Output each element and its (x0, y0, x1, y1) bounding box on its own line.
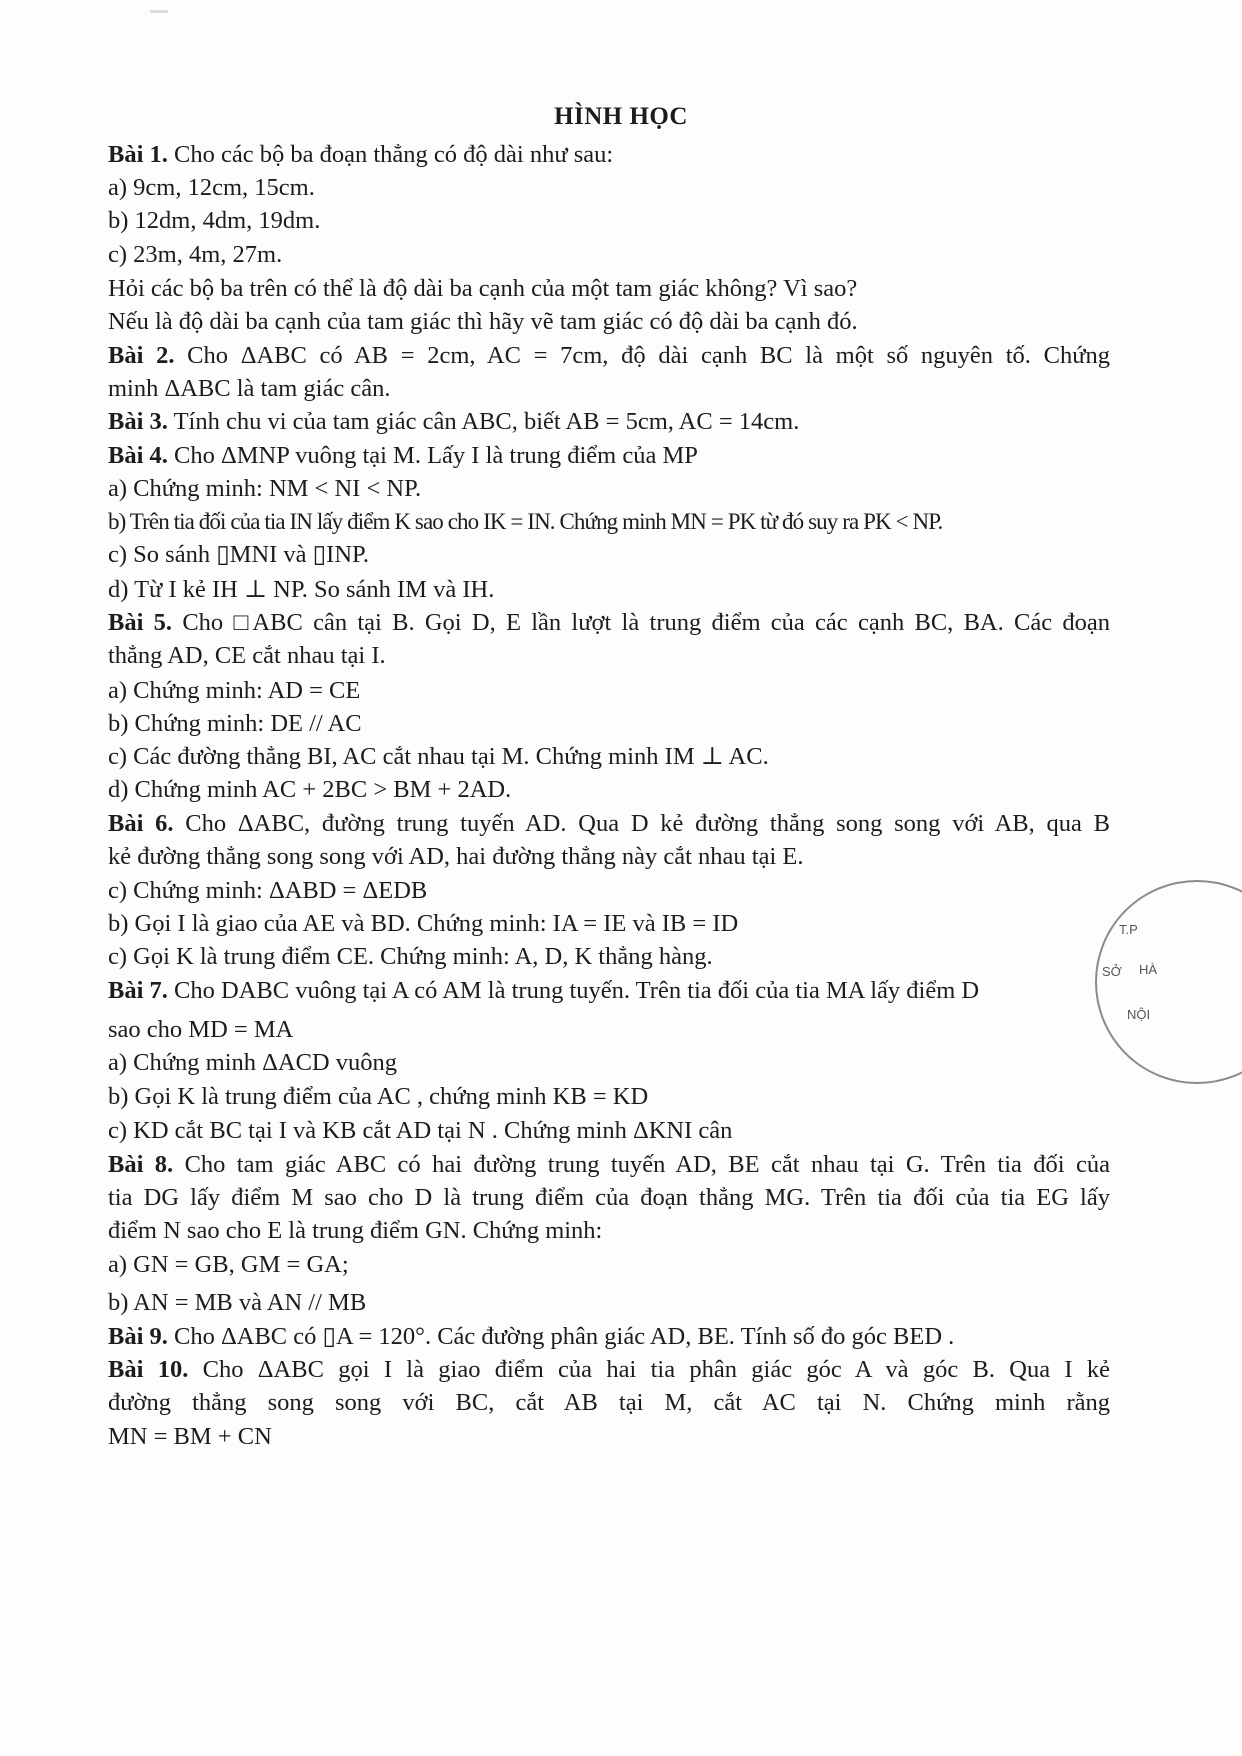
exercise-line (108, 1082, 648, 1112)
exercise-text: Cho ΔABC gọi I là giao điểm của hai tia phân giác góc A và góc B. Qua I kẻ (188, 1356, 1110, 1383)
exercise-number: Bài 7. (108, 977, 168, 1004)
exercise-line (108, 1048, 397, 1078)
exercise-line (108, 876, 427, 906)
exercise-heading-line (108, 608, 1110, 638)
stamp-text: NỘI (1127, 1007, 1151, 1022)
exercise-number: Bài 9. (108, 1323, 168, 1350)
exercise-number: Bài 3. (108, 408, 168, 435)
exercise-number: Bài 8. (108, 1151, 174, 1178)
exercise-line (108, 507, 942, 537)
exercise-number: Bài 5. (108, 609, 173, 636)
exercise-text: Cho tam giác ABC có hai đường trung tuyến AD, BE cắt nhau tại G. Trên tia đối của (173, 1151, 1110, 1178)
exercise-line (108, 374, 390, 404)
exercise-line (108, 1216, 602, 1246)
stamp-text: T.P (1119, 922, 1138, 937)
exercise-heading-line (108, 1322, 954, 1352)
exercise-line (108, 1250, 349, 1280)
exercise-text: Cho ΔABC có ▯A = 120°. Các đường phân giác AD, BE. Tính số đo góc BED . (167, 1323, 955, 1350)
exercise-text: thẳng AD, CE cắt nhau tại I. (108, 642, 386, 669)
exercise-number: Bài 4. (108, 442, 168, 469)
exercise-text: minh ΔABC là tam giác cân. (108, 375, 391, 402)
exercise-number: Bài 1. (108, 141, 168, 168)
exercise-line (108, 1388, 1110, 1418)
stamp-text: SỞ (1102, 964, 1122, 979)
exercise-text: d) Từ I kẻ IH ⊥ NP. So sánh IM và IH. (108, 576, 495, 603)
exercise-text: b) Gọi I là giao của AE và BD. Chứng minh: IA = IE và IB = ID (108, 910, 739, 937)
exercise-line (108, 676, 360, 706)
exercise-text: Cho ΔMNP vuông tại M. Lấy I là trung điểm của MP (167, 442, 698, 469)
exercise-text: Tính chu vi của tam giác cân ABC, biết AB = 5cm, AC = 14cm. (167, 408, 800, 435)
exercise-text: c) KD cắt BC tại I và KB cắt AD tại N . Chứng minh ΔKNI cân (108, 1117, 733, 1144)
exercise-text: b) Trên tia đối của tia IN lấy điểm K sao cho IK = IN. Chứng minh MN = PK từ đó suy ra PK < NP. (108, 509, 943, 534)
exercise-text: b) 12dm, 4dm, 19dm. (108, 207, 321, 234)
exercise-line (108, 641, 386, 671)
exercise-text: Nếu là độ dài ba cạnh của tam giác thì hãy vẽ tam giác có độ dài ba cạnh đó. (108, 308, 858, 335)
exercise-line (108, 474, 421, 504)
exercise-text: c) Chứng minh: ΔABD = ΔEDB (108, 877, 428, 904)
exercise-text: điểm N sao cho E là trung điểm GN. Chứng minh: (108, 1217, 603, 1244)
exercise-line (108, 173, 315, 203)
exercise-number: Bài 2. (108, 342, 175, 369)
exercise-heading-line (108, 341, 1110, 371)
exercise-line (108, 206, 320, 236)
exercise-text: Cho □ABC cân tại B. Gọi D, E lần lượt là trung điểm của các cạnh BC, BA. Các đoạn (172, 609, 1111, 636)
exercise-text: tia DG lấy điểm M sao cho D là trung điểm của đoạn thẳng MG. Trên tia đối của tia EG lấy (108, 1184, 1110, 1211)
exercise-line (108, 742, 769, 772)
exercise-heading-line (108, 809, 1110, 839)
exercise-text: c) 23m, 4m, 27m. (108, 241, 283, 268)
exercise-text: đường thẳng song song với BC, cắt AB tại M, cắt AC tại N. Chứng minh rằng (108, 1389, 1110, 1416)
exercise-text: Cho DABC vuông tại A có AM là trung tuyến. Trên tia đối của tia MA lấy điểm D (167, 977, 980, 1004)
scan-speck (150, 10, 168, 13)
exercise-text: c) So sánh ▯MNI và ▯INP. (108, 541, 370, 568)
exercise-line (108, 274, 857, 304)
exercise-heading-line (108, 1355, 1110, 1385)
exercise-text: d) Chứng minh AC + 2BC > BM + 2AD. (108, 776, 512, 803)
exercise-line (108, 1116, 732, 1146)
exercise-line (108, 842, 804, 872)
exercise-text: Hỏi các bộ ba trên có thể là độ dài ba cạnh của một tam giác không? Vì sao? (108, 275, 858, 302)
exercise-line (108, 307, 858, 337)
exercise-heading-line (108, 441, 698, 471)
page-title: HÌNH HỌC (554, 103, 688, 130)
exercise-text: b) Chứng minh: DE // AC (108, 710, 362, 737)
stamp-text: HÀ (1139, 962, 1158, 977)
exercise-text: kẻ đường thẳng song song với AD, hai đường thẳng này cắt nhau tại E. (108, 843, 804, 870)
exercise-line (108, 1288, 366, 1318)
exercise-text: sao cho MD = MA (108, 1016, 294, 1043)
exercise-line (108, 1422, 272, 1452)
exercise-line (108, 540, 369, 570)
exercise-line (108, 909, 738, 939)
exercise-text: a) Chứng minh: NM < NI < NP. (108, 475, 422, 502)
exercise-text: b) Gọi K là trung điểm của AC , chứng minh KB = KD (108, 1083, 649, 1110)
exercise-line (108, 575, 494, 605)
exercise-line (108, 1015, 293, 1045)
exercise-line (108, 942, 713, 972)
exercise-text: b) AN = MB và AN // MB (108, 1289, 367, 1316)
exercise-heading-line (108, 140, 613, 170)
exercise-text: c) Các đường thẳng BI, AC cắt nhau tại M. Chứng minh IM ⊥ AC. (108, 743, 769, 770)
exercise-line (108, 240, 282, 270)
exercise-text: Cho ΔABC, đường trung tuyến AD. Qua D kẻ đường thẳng song song với AB, qua B (173, 810, 1111, 837)
exercise-text: MN = BM + CN (108, 1423, 272, 1450)
exercise-heading-line (108, 976, 979, 1006)
exercise-number: Bài 6. (108, 810, 174, 837)
exercise-text: Cho các bộ ba đoạn thẳng có độ dài như sau: (167, 141, 614, 168)
exercise-line (108, 709, 362, 739)
exercise-text: c) Gọi K là trung điểm CE. Chứng minh: A, D, K thẳng hàng. (108, 943, 713, 970)
exercise-text: a) GN = GB, GM = GA; (108, 1251, 349, 1278)
exercise-text: a) 9cm, 12cm, 15cm. (108, 174, 315, 201)
exercise-text: Cho ΔABC có AB = 2cm, AC = 7cm, độ dài cạnh BC là một số nguyên tố. Chứng (174, 342, 1110, 369)
exercise-line (108, 775, 511, 805)
exercise-text: a) Chứng minh: AD = CE (108, 677, 361, 704)
exercise-line (108, 1183, 1110, 1213)
exercise-text: a) Chứng minh ΔACD vuông (108, 1049, 397, 1076)
exercise-heading-line (108, 407, 799, 437)
exercise-heading-line (108, 1150, 1110, 1180)
stamp-seal (1095, 880, 1242, 1084)
exercise-number: Bài 10. (108, 1356, 189, 1383)
